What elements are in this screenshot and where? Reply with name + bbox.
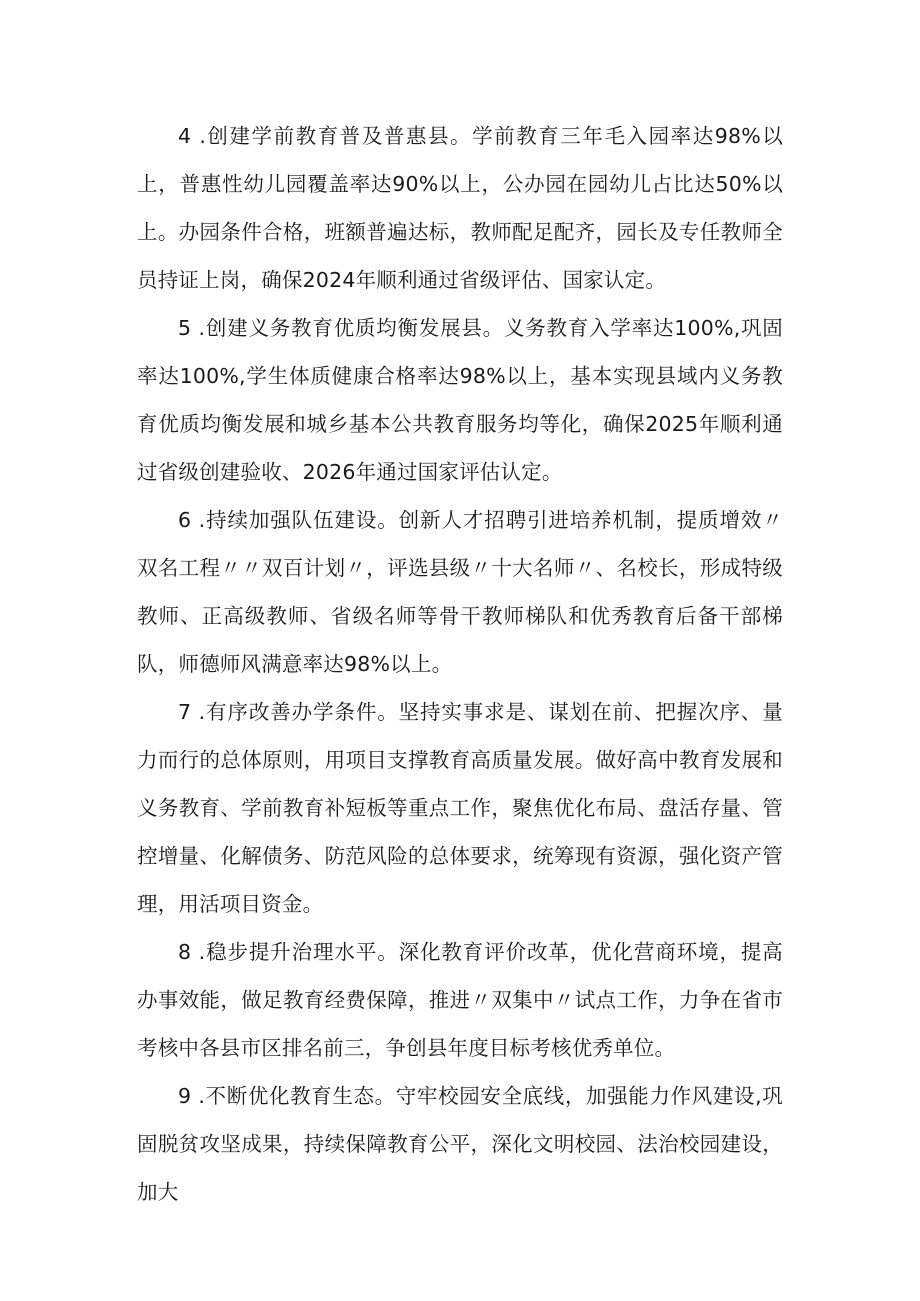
paragraph-item-7: 7 .有序改善办学条件。坚持实事求是、谋划在前、把握次序、量力而行的总体原则，用项目支撑教育高质量发展。做好高中教育发展和义务教育、学前教育补短板等重点工作，聚焦优化布局、盘活存量、管控增量、化解债务、防范风险的总体要求，统筹现有资源，强化资产管理，用活项目资金。 <box>137 700 783 916</box>
paragraph-item-9: 9 .不断优化教育生态。守牢校园安全底线，加强能力作风建设,巩固脱贫攻坚成果，持续保障教育公平，深化文明校园、法治校园建设，加大 <box>137 1084 783 1204</box>
paragraph-item-6: 6 .持续加强队伍建设。创新人才招聘引进培养机制，提质增效〃双名工程〃〃双百计划〃，评选县级〃十大名师〃、名校长，形成特级教师、正高级教师、省级名师等骨干教师梯队和优秀教育后备干部梯队，师德师风满意率达98%以上。 <box>137 508 783 676</box>
paragraph-item-5: 5 .创建义务教育优质均衡发展县。义务教育入学率达100%,巩固率达100%,学生体质健康合格率达98%以上，基本实现县域内义务教育优质均衡发展和城乡基本公共教育服务均等化，确保2025年顺利通过省级创建验收、2026年通过国家评估认定。 <box>137 316 783 484</box>
document-body <box>137 112 783 1216</box>
paragraph-item-8: 8 .稳步提升治理水平。深化教育评价改革，优化营商环境，提高办事效能，做足教育经费保障，推进〃双集中〃试点工作，力争在省市考核中各县市区排名前三，争创县年度目标考核优秀单位。 <box>137 940 783 1060</box>
paragraph-item-4: 4 .创建学前教育普及普惠县。学前教育三年毛入园率达98%以上，普惠性幼儿园覆盖率达90%以上，公办园在园幼儿占比达50%以上。办园条件合格，班额普遍达标，教师配足配齐，园长及专任教师全员持证上岗，确保2024年顺利通过省级评估、国家认定。 <box>137 124 783 292</box>
